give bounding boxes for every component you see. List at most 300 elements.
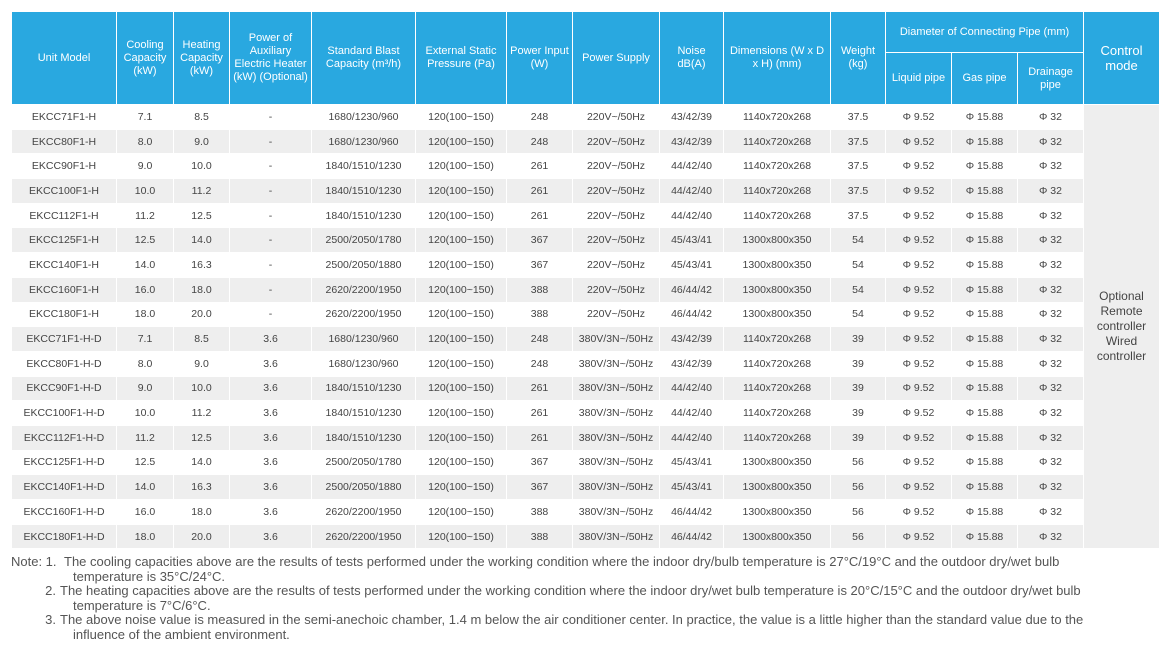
cell-power-input: 261 xyxy=(507,401,573,426)
cell-heating-capacity: 9.0 xyxy=(174,129,230,154)
cell-heating-capacity: 10.0 xyxy=(174,376,230,401)
table-row xyxy=(12,105,1160,130)
cell-aux-heater: - xyxy=(230,228,312,253)
cell-cooling-capacity: 11.2 xyxy=(117,203,174,228)
cell-unit-model: EKCC71F1-H-D xyxy=(12,327,117,352)
cell-weight: 56 xyxy=(831,500,886,525)
cell-unit-model: EKCC140F1-H xyxy=(12,253,117,278)
header-heating-capacity: Heating Capacity (kW) xyxy=(174,12,230,105)
cell-drainage-pipe: Φ 32 xyxy=(1018,203,1084,228)
cell-drainage-pipe: Φ 32 xyxy=(1018,105,1084,130)
cell-static-pressure: 120(100~150) xyxy=(416,475,507,500)
cell-dimensions: 1140x720x268 xyxy=(724,376,831,401)
note-2-lead: 2. xyxy=(45,583,56,598)
cell-aux-heater: 3.6 xyxy=(230,351,312,376)
cell-power-input: 261 xyxy=(507,179,573,204)
table-row xyxy=(12,376,1160,401)
cell-weight: 37.5 xyxy=(831,154,886,179)
cell-power-input: 248 xyxy=(507,351,573,376)
cell-blast-capacity: 2500/2050/1780 xyxy=(312,450,416,475)
note-3 xyxy=(11,613,1161,628)
cell-noise: 44/42/40 xyxy=(660,401,724,426)
cell-noise: 45/43/41 xyxy=(660,228,724,253)
cell-cooling-capacity: 16.0 xyxy=(117,277,174,302)
header-blast-capacity: Standard Blast Capacity (m³/h) xyxy=(312,12,416,105)
cell-static-pressure: 120(100~150) xyxy=(416,327,507,352)
cell-noise: 43/42/39 xyxy=(660,129,724,154)
cell-drainage-pipe: Φ 32 xyxy=(1018,524,1084,549)
cell-gas-pipe: Φ 15.88 xyxy=(952,425,1018,450)
cell-blast-capacity: 1840/1510/1230 xyxy=(312,425,416,450)
cell-aux-heater: 3.6 xyxy=(230,401,312,426)
cell-power-input: 388 xyxy=(507,524,573,549)
cell-noise: 45/43/41 xyxy=(660,450,724,475)
cell-drainage-pipe: Φ 32 xyxy=(1018,228,1084,253)
cell-cooling-capacity: 14.0 xyxy=(117,253,174,278)
cell-aux-heater: - xyxy=(230,105,312,130)
cell-aux-heater: 3.6 xyxy=(230,425,312,450)
cell-weight: 37.5 xyxy=(831,129,886,154)
cell-power-supply: 380V/3N~/50Hz xyxy=(573,450,660,475)
cell-power-supply: 220V~/50Hz xyxy=(573,302,660,327)
cell-cooling-capacity: 10.0 xyxy=(117,179,174,204)
cell-liquid-pipe: Φ 9.52 xyxy=(886,401,952,426)
cell-blast-capacity: 1840/1510/1230 xyxy=(312,401,416,426)
cell-weight: 56 xyxy=(831,524,886,549)
cell-unit-model: EKCC125F1-H xyxy=(12,228,117,253)
table-row xyxy=(12,277,1160,302)
cell-aux-heater: 3.6 xyxy=(230,500,312,525)
cell-heating-capacity: 8.5 xyxy=(174,105,230,130)
note-2-continuation: temperature is 7°C/6°C. xyxy=(73,597,211,613)
cell-drainage-pipe: Φ 32 xyxy=(1018,500,1084,525)
cell-dimensions: 1140x720x268 xyxy=(724,425,831,450)
cell-blast-capacity: 2620/2200/1950 xyxy=(312,277,416,302)
cell-gas-pipe: Φ 15.88 xyxy=(952,376,1018,401)
cell-dimensions: 1300x800x350 xyxy=(724,524,831,549)
cell-drainage-pipe: Φ 32 xyxy=(1018,277,1084,302)
cell-noise: 44/42/40 xyxy=(660,425,724,450)
cell-cooling-capacity: 8.0 xyxy=(117,351,174,376)
cell-unit-model: EKCC140F1-H-D xyxy=(12,475,117,500)
cell-blast-capacity: 2620/2200/1950 xyxy=(312,302,416,327)
cell-static-pressure: 120(100~150) xyxy=(416,105,507,130)
header-control-mode: Control mode xyxy=(1084,12,1160,105)
cell-dimensions: 1300x800x350 xyxy=(724,228,831,253)
cell-drainage-pipe: Φ 32 xyxy=(1018,351,1084,376)
cell-unit-model: EKCC90F1-H-D xyxy=(12,376,117,401)
cell-power-supply: 220V~/50Hz xyxy=(573,277,660,302)
table-row xyxy=(12,253,1160,278)
cell-drainage-pipe: Φ 32 xyxy=(1018,179,1084,204)
cell-weight: 37.5 xyxy=(831,105,886,130)
cell-gas-pipe: Φ 15.88 xyxy=(952,475,1018,500)
cell-power-input: 367 xyxy=(507,475,573,500)
note-2-text: The heating capacities above are the results of tests performed under the working condition where the indoor dry/wet bulb temperature is 20°C/15°C and the outdoor dry/wet bulb xyxy=(60,583,1081,598)
cell-liquid-pipe: Φ 9.52 xyxy=(886,351,952,376)
cell-power-supply: 380V/3N~/50Hz xyxy=(573,327,660,352)
cell-static-pressure: 120(100~150) xyxy=(416,401,507,426)
note-3-continuation: influence of the ambient environment. xyxy=(73,626,290,642)
cell-static-pressure: 120(100~150) xyxy=(416,450,507,475)
cell-drainage-pipe: Φ 32 xyxy=(1018,327,1084,352)
header-dimensions: Dimensions (W x D x H) (mm) xyxy=(724,12,831,105)
cell-power-supply: 220V~/50Hz xyxy=(573,228,660,253)
cell-noise: 46/44/42 xyxy=(660,500,724,525)
cell-noise: 44/42/40 xyxy=(660,179,724,204)
cell-blast-capacity: 1680/1230/960 xyxy=(312,129,416,154)
cell-weight: 39 xyxy=(831,401,886,426)
cell-power-input: 261 xyxy=(507,154,573,179)
cell-weight: 56 xyxy=(831,450,886,475)
cell-static-pressure: 120(100~150) xyxy=(416,277,507,302)
spec-table-container xyxy=(11,11,1159,549)
table-row xyxy=(12,129,1160,154)
cell-gas-pipe: Φ 15.88 xyxy=(952,277,1018,302)
header-liquid-pipe: Liquid pipe xyxy=(886,53,952,105)
cell-drainage-pipe: Φ 32 xyxy=(1018,450,1084,475)
table-row xyxy=(12,351,1160,376)
cell-power-input: 367 xyxy=(507,228,573,253)
cell-noise: 45/43/41 xyxy=(660,253,724,278)
cell-liquid-pipe: Φ 9.52 xyxy=(886,179,952,204)
cell-aux-heater: - xyxy=(230,129,312,154)
cell-liquid-pipe: Φ 9.52 xyxy=(886,154,952,179)
cell-liquid-pipe: Φ 9.52 xyxy=(886,376,952,401)
cell-power-input: 248 xyxy=(507,129,573,154)
cell-dimensions: 1140x720x268 xyxy=(724,154,831,179)
cell-static-pressure: 120(100~150) xyxy=(416,500,507,525)
cell-weight: 39 xyxy=(831,425,886,450)
cell-heating-capacity: 14.0 xyxy=(174,228,230,253)
cell-cooling-capacity: 12.5 xyxy=(117,228,174,253)
cell-dimensions: 1300x800x350 xyxy=(724,500,831,525)
cell-unit-model: EKCC71F1-H xyxy=(12,105,117,130)
cell-liquid-pipe: Φ 9.52 xyxy=(886,228,952,253)
cell-power-input: 261 xyxy=(507,203,573,228)
cell-cooling-capacity: 12.5 xyxy=(117,450,174,475)
cell-gas-pipe: Φ 15.88 xyxy=(952,203,1018,228)
cell-noise: 46/44/42 xyxy=(660,277,724,302)
cell-liquid-pipe: Φ 9.52 xyxy=(886,129,952,154)
cell-blast-capacity: 2500/2050/1880 xyxy=(312,253,416,278)
note-1-lead: Note: 1. xyxy=(11,554,57,569)
cell-cooling-capacity: 11.2 xyxy=(117,425,174,450)
cell-blast-capacity: 2500/2050/1880 xyxy=(312,475,416,500)
cell-power-input: 388 xyxy=(507,500,573,525)
cell-cooling-capacity: 7.1 xyxy=(117,105,174,130)
cell-unit-model: EKCC160F1-H xyxy=(12,277,117,302)
table-row xyxy=(12,401,1160,426)
cell-noise: 43/42/39 xyxy=(660,105,724,130)
header-cooling-capacity: Cooling Capacity (kW) xyxy=(117,12,174,105)
cell-power-supply: 220V~/50Hz xyxy=(573,154,660,179)
cell-drainage-pipe: Φ 32 xyxy=(1018,401,1084,426)
table-row xyxy=(12,154,1160,179)
table-row xyxy=(12,500,1160,525)
cell-static-pressure: 120(100~150) xyxy=(416,203,507,228)
cell-blast-capacity: 2620/2200/1950 xyxy=(312,500,416,525)
cell-power-supply: 380V/3N~/50Hz xyxy=(573,401,660,426)
cell-gas-pipe: Φ 15.88 xyxy=(952,500,1018,525)
cell-dimensions: 1140x720x268 xyxy=(724,129,831,154)
cell-power-input: 248 xyxy=(507,105,573,130)
cell-cooling-capacity: 9.0 xyxy=(117,154,174,179)
cell-noise: 44/42/40 xyxy=(660,203,724,228)
note-2 xyxy=(11,584,1161,599)
header-aux-heater: Power of Auxiliary Electric Heater (kW) (Optional) xyxy=(230,12,312,105)
cell-cooling-capacity: 14.0 xyxy=(117,475,174,500)
cell-unit-model: EKCC100F1-H xyxy=(12,179,117,204)
table-row xyxy=(12,228,1160,253)
cell-gas-pipe: Φ 15.88 xyxy=(952,401,1018,426)
cell-heating-capacity: 9.0 xyxy=(174,351,230,376)
cell-noise: 45/43/41 xyxy=(660,475,724,500)
cell-drainage-pipe: Φ 32 xyxy=(1018,475,1084,500)
cell-cooling-capacity: 10.0 xyxy=(117,401,174,426)
cell-blast-capacity: 1840/1510/1230 xyxy=(312,154,416,179)
cell-heating-capacity: 18.0 xyxy=(174,500,230,525)
table-row xyxy=(12,327,1160,352)
cell-power-supply: 380V/3N~/50Hz xyxy=(573,475,660,500)
cell-dimensions: 1140x720x268 xyxy=(724,179,831,204)
cell-heating-capacity: 12.5 xyxy=(174,203,230,228)
cell-unit-model: EKCC90F1-H xyxy=(12,154,117,179)
cell-drainage-pipe: Φ 32 xyxy=(1018,253,1084,278)
cell-noise: 46/44/42 xyxy=(660,302,724,327)
cell-liquid-pipe: Φ 9.52 xyxy=(886,425,952,450)
cell-weight: 54 xyxy=(831,253,886,278)
cell-weight: 54 xyxy=(831,228,886,253)
cell-static-pressure: 120(100~150) xyxy=(416,376,507,401)
cell-liquid-pipe: Φ 9.52 xyxy=(886,475,952,500)
cell-drainage-pipe: Φ 32 xyxy=(1018,302,1084,327)
cell-noise: 43/42/39 xyxy=(660,351,724,376)
cell-cooling-capacity: 8.0 xyxy=(117,129,174,154)
cell-power-supply: 220V~/50Hz xyxy=(573,203,660,228)
cell-dimensions: 1300x800x350 xyxy=(724,475,831,500)
header-power-supply: Power Supply xyxy=(573,12,660,105)
header-unit-model: Unit Model xyxy=(12,12,117,105)
cell-cooling-capacity: 18.0 xyxy=(117,302,174,327)
cell-heating-capacity: 20.0 xyxy=(174,302,230,327)
cell-gas-pipe: Φ 15.88 xyxy=(952,105,1018,130)
cell-gas-pipe: Φ 15.88 xyxy=(952,129,1018,154)
cell-dimensions: 1300x800x350 xyxy=(724,277,831,302)
notes xyxy=(11,555,1161,642)
cell-blast-capacity: 1680/1230/960 xyxy=(312,351,416,376)
cell-aux-heater: - xyxy=(230,277,312,302)
cell-aux-heater: 3.6 xyxy=(230,327,312,352)
cell-unit-model: EKCC180F1-H-D xyxy=(12,524,117,549)
header-pipe-diameter: Diameter of Connecting Pipe (mm) xyxy=(886,12,1084,53)
header-power-input: Power Input (W) xyxy=(507,12,573,105)
header-drainage-pipe: Drainage pipe xyxy=(1018,53,1084,105)
cell-blast-capacity: 1680/1230/960 xyxy=(312,327,416,352)
cell-dimensions: 1140x720x268 xyxy=(724,327,831,352)
cell-unit-model: EKCC112F1-H xyxy=(12,203,117,228)
cell-drainage-pipe: Φ 32 xyxy=(1018,129,1084,154)
header-noise: Noise dB(A) xyxy=(660,12,724,105)
cell-static-pressure: 120(100~150) xyxy=(416,302,507,327)
cell-dimensions: 1140x720x268 xyxy=(724,351,831,376)
cell-power-input: 367 xyxy=(507,253,573,278)
cell-blast-capacity: 1840/1510/1230 xyxy=(312,376,416,401)
cell-drainage-pipe: Φ 32 xyxy=(1018,425,1084,450)
cell-heating-capacity: 14.0 xyxy=(174,450,230,475)
cell-static-pressure: 120(100~150) xyxy=(416,179,507,204)
cell-noise: 44/42/40 xyxy=(660,154,724,179)
spec-table-body xyxy=(12,105,1160,549)
cell-aux-heater: 3.6 xyxy=(230,450,312,475)
cell-unit-model: EKCC125F1-H-D xyxy=(12,450,117,475)
cell-cooling-capacity: 7.1 xyxy=(117,327,174,352)
cell-unit-model: EKCC80F1-H-D xyxy=(12,351,117,376)
cell-weight: 54 xyxy=(831,277,886,302)
cell-noise: 46/44/42 xyxy=(660,524,724,549)
table-row xyxy=(12,475,1160,500)
cell-aux-heater: - xyxy=(230,253,312,278)
cell-dimensions: 1300x800x350 xyxy=(724,253,831,278)
cell-liquid-pipe: Φ 9.52 xyxy=(886,105,952,130)
cell-power-input: 248 xyxy=(507,327,573,352)
table-row xyxy=(12,203,1160,228)
cell-liquid-pipe: Φ 9.52 xyxy=(886,327,952,352)
spec-table xyxy=(11,11,1160,549)
cell-power-supply: 380V/3N~/50Hz xyxy=(573,351,660,376)
cell-power-supply: 380V/3N~/50Hz xyxy=(573,376,660,401)
note-3-lead: 3. xyxy=(45,612,56,627)
note-1-text: The cooling capacities above are the results of tests performed under the working condition where the indoor dry/bulb temperature is 27°C/19°C and the outdoor dry/wet bulb xyxy=(64,554,1060,569)
cell-drainage-pipe: Φ 32 xyxy=(1018,154,1084,179)
cell-gas-pipe: Φ 15.88 xyxy=(952,351,1018,376)
cell-blast-capacity: 2620/2200/1950 xyxy=(312,524,416,549)
cell-liquid-pipe: Φ 9.52 xyxy=(886,277,952,302)
cell-dimensions: 1140x720x268 xyxy=(724,203,831,228)
cell-heating-capacity: 10.0 xyxy=(174,154,230,179)
table-row xyxy=(12,450,1160,475)
cell-aux-heater: 3.6 xyxy=(230,524,312,549)
note-3-text: The above noise value is measured in the semi-anechoic chamber, 1.4 m below the air conditioner center. In practice, the value is a little higher than the standard value due to the xyxy=(60,612,1084,627)
cell-weight: 39 xyxy=(831,327,886,352)
cell-blast-capacity: 2500/2050/1780 xyxy=(312,228,416,253)
note-1-continuation: temperature is 35°C/24°C. xyxy=(73,568,226,584)
cell-unit-model: EKCC160F1-H-D xyxy=(12,500,117,525)
cell-heating-capacity: 12.5 xyxy=(174,425,230,450)
table-row xyxy=(12,425,1160,450)
cell-weight: 37.5 xyxy=(831,203,886,228)
cell-dimensions: 1140x720x268 xyxy=(724,105,831,130)
cell-control-mode: Optional Remote controller Wired controller xyxy=(1084,105,1160,549)
cell-dimensions: 1140x720x268 xyxy=(724,401,831,426)
cell-liquid-pipe: Φ 9.52 xyxy=(886,253,952,278)
cell-cooling-capacity: 16.0 xyxy=(117,500,174,525)
cell-heating-capacity: 16.3 xyxy=(174,475,230,500)
cell-liquid-pipe: Φ 9.52 xyxy=(886,524,952,549)
cell-gas-pipe: Φ 15.88 xyxy=(952,179,1018,204)
cell-dimensions: 1300x800x350 xyxy=(724,450,831,475)
cell-power-input: 261 xyxy=(507,376,573,401)
cell-cooling-capacity: 18.0 xyxy=(117,524,174,549)
table-row xyxy=(12,524,1160,549)
cell-weight: 39 xyxy=(831,376,886,401)
cell-gas-pipe: Φ 15.88 xyxy=(952,253,1018,278)
cell-static-pressure: 120(100~150) xyxy=(416,228,507,253)
cell-blast-capacity: 1840/1510/1230 xyxy=(312,179,416,204)
cell-liquid-pipe: Φ 9.52 xyxy=(886,302,952,327)
cell-heating-capacity: 16.3 xyxy=(174,253,230,278)
cell-heating-capacity: 20.0 xyxy=(174,524,230,549)
cell-weight: 56 xyxy=(831,475,886,500)
table-row xyxy=(12,302,1160,327)
cell-blast-capacity: 1840/1510/1230 xyxy=(312,203,416,228)
cell-static-pressure: 120(100~150) xyxy=(416,154,507,179)
cell-static-pressure: 120(100~150) xyxy=(416,351,507,376)
cell-unit-model: EKCC180F1-H xyxy=(12,302,117,327)
cell-cooling-capacity: 9.0 xyxy=(117,376,174,401)
header-static-pressure: External Static Pressure (Pa) xyxy=(416,12,507,105)
cell-gas-pipe: Φ 15.88 xyxy=(952,154,1018,179)
cell-drainage-pipe: Φ 32 xyxy=(1018,376,1084,401)
cell-aux-heater: - xyxy=(230,302,312,327)
cell-static-pressure: 120(100~150) xyxy=(416,425,507,450)
cell-aux-heater: - xyxy=(230,179,312,204)
cell-weight: 37.5 xyxy=(831,179,886,204)
cell-dimensions: 1300x800x350 xyxy=(724,302,831,327)
cell-heating-capacity: 18.0 xyxy=(174,277,230,302)
table-row xyxy=(12,179,1160,204)
cell-gas-pipe: Φ 15.88 xyxy=(952,228,1018,253)
cell-power-supply: 380V/3N~/50Hz xyxy=(573,425,660,450)
cell-gas-pipe: Φ 15.88 xyxy=(952,302,1018,327)
cell-gas-pipe: Φ 15.88 xyxy=(952,524,1018,549)
cell-unit-model: EKCC80F1-H xyxy=(12,129,117,154)
cell-heating-capacity: 11.2 xyxy=(174,179,230,204)
cell-static-pressure: 120(100~150) xyxy=(416,524,507,549)
cell-weight: 39 xyxy=(831,351,886,376)
cell-noise: 43/42/39 xyxy=(660,327,724,352)
cell-aux-heater: - xyxy=(230,154,312,179)
cell-static-pressure: 120(100~150) xyxy=(416,253,507,278)
cell-static-pressure: 120(100~150) xyxy=(416,129,507,154)
header-weight: Weight (kg) xyxy=(831,12,886,105)
cell-noise: 44/42/40 xyxy=(660,376,724,401)
cell-power-input: 388 xyxy=(507,302,573,327)
cell-unit-model: EKCC100F1-H-D xyxy=(12,401,117,426)
cell-aux-heater: 3.6 xyxy=(230,376,312,401)
cell-aux-heater: 3.6 xyxy=(230,475,312,500)
header-gas-pipe: Gas pipe xyxy=(952,53,1018,105)
cell-power-supply: 220V~/50Hz xyxy=(573,179,660,204)
cell-liquid-pipe: Φ 9.52 xyxy=(886,500,952,525)
cell-liquid-pipe: Φ 9.52 xyxy=(886,450,952,475)
cell-power-supply: 220V~/50Hz xyxy=(573,105,660,130)
cell-power-supply: 220V~/50Hz xyxy=(573,253,660,278)
cell-power-supply: 220V~/50Hz xyxy=(573,129,660,154)
cell-power-supply: 380V/3N~/50Hz xyxy=(573,524,660,549)
cell-power-input: 367 xyxy=(507,450,573,475)
cell-power-input: 388 xyxy=(507,277,573,302)
cell-gas-pipe: Φ 15.88 xyxy=(952,450,1018,475)
note-1 xyxy=(11,555,1161,570)
cell-weight: 54 xyxy=(831,302,886,327)
cell-aux-heater: - xyxy=(230,203,312,228)
cell-power-input: 261 xyxy=(507,425,573,450)
cell-power-supply: 380V/3N~/50Hz xyxy=(573,500,660,525)
cell-gas-pipe: Φ 15.88 xyxy=(952,327,1018,352)
cell-heating-capacity: 11.2 xyxy=(174,401,230,426)
cell-unit-model: EKCC112F1-H-D xyxy=(12,425,117,450)
